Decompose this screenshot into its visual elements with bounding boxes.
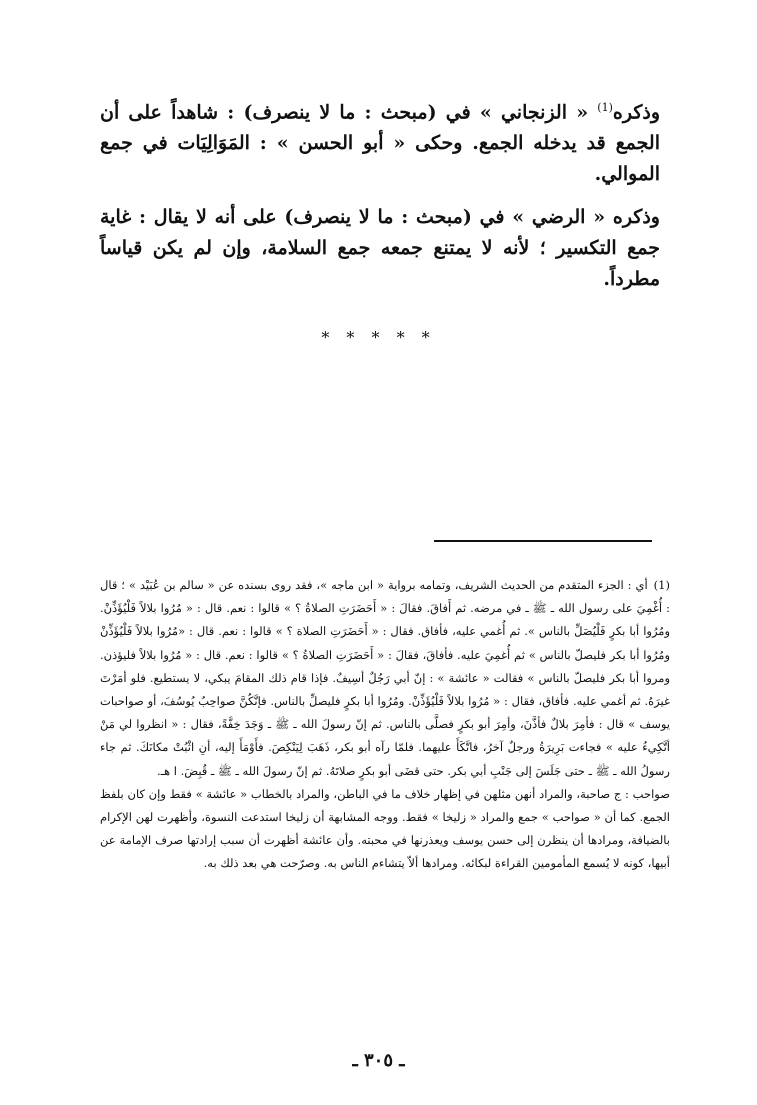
footnote-divider xyxy=(434,540,652,542)
footnote xyxy=(100,574,670,876)
main-text xyxy=(100,92,660,307)
footnote-reference: (1) xyxy=(597,101,613,114)
section-separator-stars: * * * * * xyxy=(321,328,436,347)
footnote-marker: (1) xyxy=(653,578,670,592)
footnote-body xyxy=(100,574,670,783)
main-paragraph-1 xyxy=(100,92,660,190)
page-number: ـ ٣٠٥ ـ xyxy=(352,1050,405,1071)
main-paragraph-2: وذكره « الرضي » في (مبحث : ما لا ينصرف) على أنه لا يقال : غاية جمع التكسير ؛ لأنه لا يمتنع جمعه جمع السلامة، وإن لم يكن قياساً مطرداً. xyxy=(100,206,660,291)
paragraph-1-lead: وذكره xyxy=(612,101,660,124)
paragraph-1-text: « الزنجاني » في (مبحث : ما لا ينصرف) : شاهداً على أن الجمع قد يدخله الجمع. وحكى « أبو الحسن » : المَوَالِيَات في جمع الموالي. xyxy=(100,101,660,186)
footnote-text: أي : الجزء المتقدم من الحديث الشريف، وتمامه برواية « ابن ماجه »، فقد روى بسنده عن « سالم بن عُبَيْد » ؛ قال : أُغْمِيَ على رسول الله ـ ﷺ ـ في مرضه. ثم أَفاقَ. فقالَ : « أَحَضَرَتِ الصلاةُ ؟ » قالوا : نعم. قال : « مُرُوا بلالاً فَلْيُؤَذِّنْ. ومُرُوا أبا بكرٍ فَلْيُصَلِّ بالناس ». ثم أُغمي عليه، فأفاق. فقال : « أَحَضَرَتِ الصلاة ؟ » قالوا : نعم. قال : «مُرُوا بلالاً فَلْيُؤَذِّنْ ومُرُوا أبا بكر فليصلّ بالناس » ثم أُغمِيَ عليه. فأفاقَ، فقالَ : « أَحَضَرَتِ الصلاةُ ؟ » قالوا : نعم. قال : « مُرُوا بلالاً فليؤذن. ومروا أبا بكر فليصلّ بالناس » فقالت « عائشة » : إنّ أبي رَجُلٌ أسِيفٌ. فإذا قام ذلك المقامَ يبكي، لا يستطيع. فلو أمَرْتَ غيرَهُ. ثم أغمي عليه. فأفاق، فقال : « مُرُوا بلالاً فَلْيُؤَذِّنْ. ومُرُوا أبا بكرٍ فليصلِّ بالناس. فإنَّكُنَّ صواحِبُ يُوسُفَ، أو صواحبات يوسف » قال : فأمِرَ بلالٌ فأذَّنَ، وأمِرَ أبو بكرٍ فصلَّى بالناس. ثم إنّ رسولَ الله ـ ﷺ ـ وَجَدَ خِفَّةً، فقال : « انظروا لي مَنْ أتَّكِيءُ عليه » فجاءت بَرِيرَةُ ورجلٌ آخرُ، فاتَّكَأَ عليهما. فلمّا رآه أبو بكر، ذَهَبَ لِيَنْكِصَ. فأَوْمَأَ إليه، أنِ اثْبُتْ مكانَكَ. ثم جاء رسولُ الله ـ ﷺ ـ حتى جَلَسَ إلى جَنْبِ أبي بكر. حتى قضَى أبو بكرٍ صلاتَهُ. ثم إنّ رسولَ الله ـ ﷺ ـ قُبِضَ. ا هـ. xyxy=(100,578,670,778)
footnote-continuation: صواحب : ج صاحبة، والمراد أنهن مثلهن في إظهار خلاف ما في الباطن، والمراد بالخطاب « عائشة » فقط وإن كان بلفظ الجمع. كما أن « صواحب » جمع والمراد « زليخا » فقط. ووجه المشابهة أن زليخا استدعت النسوة، وأظهرت لهن الإكرام بالضيافة، ومرادها أن ينظرن إلى حسن يوسف ويعذرنها في محبته. وأن عائشة أظهرت أن سبب إرادتها صرف الإمامة عن أبيها، كونه لا يُسمع المأمومين القراءة لبكائه. ومرادها ألاّ يتشاءم الناس به. وصرّحت هي بعد ذلك به. xyxy=(100,786,670,871)
